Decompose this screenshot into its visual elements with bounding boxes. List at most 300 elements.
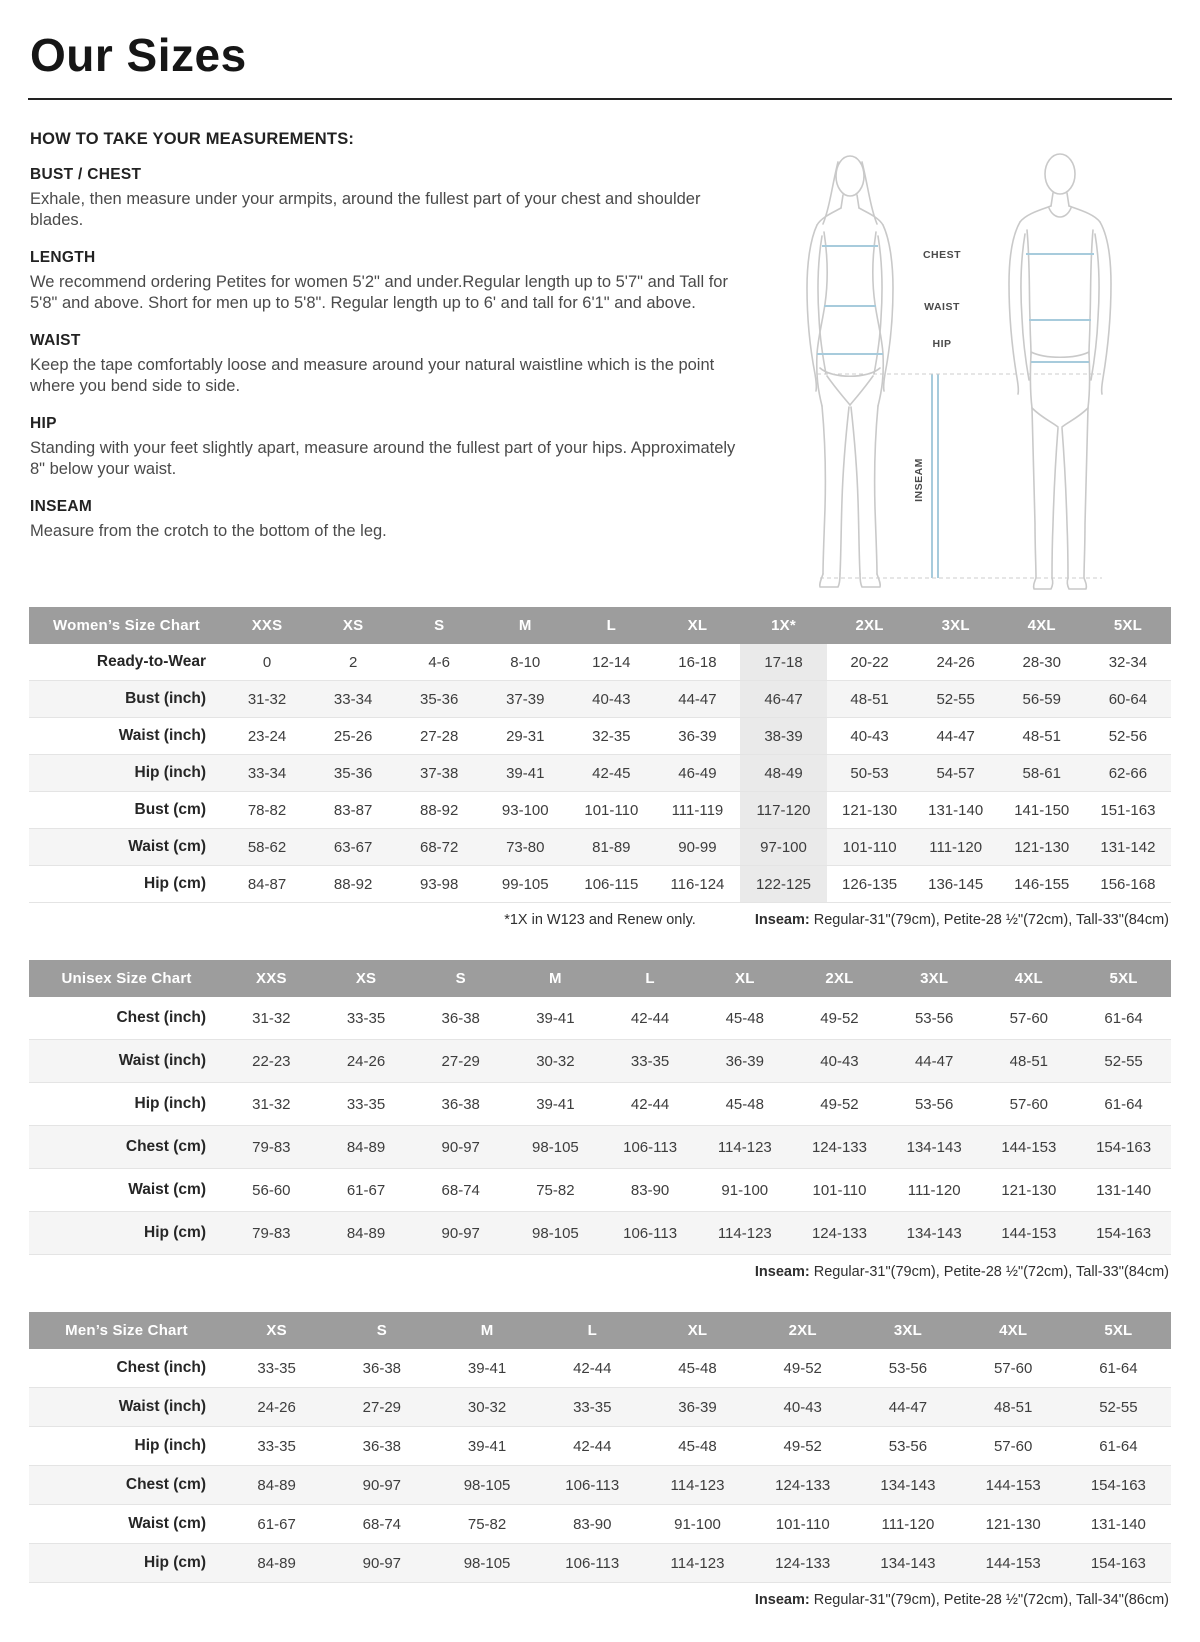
unisex-table-notes <box>29 1264 1171 1284</box>
instruction-title: LENGTH <box>30 248 96 266</box>
size-cell: 121-130 <box>1014 838 1070 856</box>
row-label: Waist (cm) <box>128 838 206 855</box>
size-cell: 154-163 <box>1096 1224 1152 1242</box>
column-header: 3XL <box>913 607 999 644</box>
size-cell: 98-105 <box>532 1138 579 1156</box>
size-cell: 124-133 <box>775 1476 831 1494</box>
waist-diagram-label: WAIST <box>924 301 960 313</box>
size-cell: 27-28 <box>420 727 459 745</box>
size-cell: 98-105 <box>532 1224 579 1242</box>
column-header: 5XL <box>1066 1312 1171 1349</box>
column-header: 4XL <box>999 607 1085 644</box>
size-cell: 154-163 <box>1096 1138 1152 1156</box>
row-label: Bust (cm) <box>134 801 206 818</box>
size-cell: 32-35 <box>592 727 631 745</box>
size-cell: 24-26 <box>346 1052 386 1070</box>
man-figure-illustration <box>1009 154 1111 589</box>
size-cell: 114-123 <box>670 1554 725 1572</box>
size-cell: 68-74 <box>441 1181 480 1199</box>
size-cell: 20-22 <box>850 653 889 671</box>
size-cell: 49-52 <box>783 1437 822 1455</box>
size-cell: 35-36 <box>333 764 373 782</box>
page-title: Our Sizes <box>30 29 247 81</box>
size-cell: 42-44 <box>573 1437 612 1455</box>
size-cell: 53-56 <box>888 1437 928 1455</box>
inseam-footnote-label: Inseam: <box>754 1592 810 1608</box>
table-row <box>29 997 1171 1040</box>
size-cell: 42-44 <box>630 1009 670 1027</box>
size-cell: 91-100 <box>674 1515 721 1533</box>
size-cell: 56-60 <box>252 1181 291 1199</box>
size-cell: 114-123 <box>717 1138 772 1156</box>
size-cell: 90-97 <box>362 1554 402 1572</box>
size-cell: 61-67 <box>257 1515 296 1533</box>
size-cell: 106-113 <box>565 1476 620 1494</box>
measurement-diagram <box>770 128 1150 593</box>
size-cell: 31-32 <box>252 1095 291 1113</box>
size-cell: 45-48 <box>725 1009 764 1027</box>
size-cell: 42-45 <box>592 764 631 782</box>
size-cell: 93-98 <box>420 875 459 893</box>
row-label: Chest (cm) <box>125 1476 206 1493</box>
size-cell: 106-113 <box>623 1138 678 1156</box>
row-label: Waist (inch) <box>118 1398 206 1415</box>
size-cell: 98-105 <box>463 1554 511 1572</box>
table-row <box>29 755 1171 792</box>
size-cell: 121-130 <box>1001 1181 1057 1199</box>
instruction-sections <box>30 166 748 542</box>
table-row <box>29 1388 1171 1427</box>
size-cell: 90-97 <box>441 1224 480 1242</box>
size-cell: 37-38 <box>420 764 459 782</box>
size-cell: 83-87 <box>333 801 373 819</box>
size-cell: 42-44 <box>573 1359 612 1377</box>
row-label: Chest (inch) <box>116 1359 206 1376</box>
column-header: 2XL <box>792 960 887 997</box>
size-cell: 111-120 <box>929 838 983 856</box>
table-row <box>29 1126 1171 1169</box>
row-label: Hip (cm) <box>144 875 206 892</box>
size-cell: 27-29 <box>441 1052 480 1070</box>
row-label: Chest (cm) <box>125 1138 206 1155</box>
size-cell: 144-153 <box>985 1554 1041 1572</box>
size-cell: 101-110 <box>842 838 897 856</box>
size-cell: 44-47 <box>936 727 975 745</box>
men-inseam-footnote <box>755 1592 1169 1608</box>
column-header: XL <box>654 607 740 644</box>
row-label: Waist (cm) <box>128 1515 206 1532</box>
size-cell: 40-43 <box>820 1052 859 1070</box>
table-row <box>29 1505 1171 1544</box>
column-header: XS <box>310 607 396 644</box>
row-label: Waist (inch) <box>118 1052 206 1069</box>
size-cell: 111-120 <box>881 1515 935 1533</box>
size-cell: 146-155 <box>1014 875 1070 893</box>
table-title: Women’s Size Chart <box>29 607 224 644</box>
size-cell: 144-153 <box>985 1476 1041 1494</box>
size-cell: 121-130 <box>842 801 898 819</box>
size-cell: 49-52 <box>820 1095 859 1113</box>
row-label: Hip (inch) <box>134 764 206 781</box>
size-cell: 144-153 <box>1001 1224 1057 1242</box>
size-cell: 45-48 <box>725 1095 764 1113</box>
size-cell: 36-39 <box>678 727 717 745</box>
size-cell: 49-52 <box>783 1359 822 1377</box>
size-cell: 33-35 <box>346 1095 386 1113</box>
size-cell: 151-163 <box>1100 801 1156 819</box>
size-cell: 114-123 <box>717 1224 772 1242</box>
size-cell: 63-67 <box>333 838 373 856</box>
table-header-row <box>29 1312 1171 1349</box>
size-cell: 61-64 <box>1099 1437 1138 1455</box>
size-cell: 58-62 <box>247 838 287 856</box>
table-header-row <box>29 960 1171 997</box>
column-header: 3XL <box>855 1312 960 1349</box>
size-cell: 27-29 <box>362 1398 402 1416</box>
size-cell: 61-64 <box>1099 1359 1138 1377</box>
column-header: 4XL <box>982 960 1077 997</box>
size-cell: 81-89 <box>592 838 631 856</box>
size-cell: 111-119 <box>671 801 724 819</box>
inseam-footnote-text: Regular-31"(79cm), Petite-28 ½"(72cm), Tall-34"(86cm) <box>809 1592 1169 1608</box>
size-cell: 39-41 <box>536 1095 575 1113</box>
size-cell: 53-56 <box>888 1359 928 1377</box>
size-cell: 131-142 <box>1100 838 1156 856</box>
instruction-title: INSEAM <box>30 497 93 515</box>
size-cell: 33-35 <box>257 1437 296 1455</box>
size-cell: 57-60 <box>1009 1009 1049 1027</box>
size-cell: 2 <box>348 653 358 671</box>
size-cell: 36-38 <box>441 1009 480 1027</box>
size-cell: 121-130 <box>985 1515 1041 1533</box>
column-header: 5XL <box>1076 960 1171 997</box>
size-cell: 156-168 <box>1100 875 1156 893</box>
size-cell: 57-60 <box>1009 1095 1049 1113</box>
measurement-lines <box>817 246 1102 578</box>
hip-diagram-label: HIP <box>932 338 952 350</box>
size-cell: 32-34 <box>1108 653 1148 671</box>
size-cell: 33-34 <box>333 690 373 708</box>
size-cell: 31-32 <box>252 1009 291 1027</box>
table-row <box>29 866 1171 903</box>
size-cell: 68-72 <box>420 838 459 856</box>
size-cell: 84-87 <box>247 875 287 893</box>
size-cell: 90-97 <box>441 1138 480 1156</box>
size-cell: 154-163 <box>1090 1476 1146 1494</box>
size-cell: 131-140 <box>1096 1181 1152 1199</box>
instruction-section <box>30 498 748 542</box>
size-cell: 23-24 <box>247 727 287 745</box>
size-cell: 52-55 <box>1104 1052 1143 1070</box>
measurement-instructions-section <box>28 126 1172 593</box>
size-cell: 79-83 <box>252 1138 291 1156</box>
size-cell: 98-105 <box>463 1476 511 1494</box>
size-cell: 88-92 <box>333 875 373 893</box>
size-cell: 57-60 <box>993 1359 1033 1377</box>
instruction-section <box>30 332 748 398</box>
size-cell: 124-133 <box>775 1554 831 1572</box>
size-cell: 39-41 <box>506 764 545 782</box>
size-cell: 12-14 <box>592 653 631 671</box>
size-cell: 56-59 <box>1022 690 1061 708</box>
size-cell: 40-43 <box>592 690 631 708</box>
size-cell: 44-47 <box>914 1052 954 1070</box>
column-header: XXS <box>224 960 319 997</box>
size-cell: 46-49 <box>678 764 717 782</box>
size-cell: 114-123 <box>670 1476 725 1494</box>
size-cell: 84-89 <box>346 1224 386 1242</box>
table-title: Men’s Size Chart <box>29 1312 224 1349</box>
size-cell: 131-140 <box>1090 1515 1146 1533</box>
size-cell: 45-48 <box>678 1437 717 1455</box>
size-cell: 28-30 <box>1022 653 1061 671</box>
size-cell: 49-52 <box>820 1009 859 1027</box>
size-cell: 36-38 <box>362 1359 402 1377</box>
instruction-title: HIP <box>30 414 57 432</box>
inseam-footnote-label: Inseam: <box>754 1264 810 1280</box>
size-cell: 30-32 <box>536 1052 575 1070</box>
women-size-chart-section <box>28 607 1172 932</box>
size-cell: 126-135 <box>842 875 898 893</box>
column-header: 2XL <box>750 1312 855 1349</box>
row-label: Chest (inch) <box>116 1009 206 1026</box>
size-cell: 52-55 <box>936 690 975 708</box>
table-row <box>29 1212 1171 1255</box>
size-cell: 16-18 <box>678 653 717 671</box>
size-cell: 24-26 <box>257 1398 296 1416</box>
unisex-size-chart-section <box>28 960 1172 1284</box>
size-cell: 53-56 <box>914 1095 954 1113</box>
unisex-inseam-footnote <box>755 1264 1169 1280</box>
size-cell: 36-38 <box>362 1437 402 1455</box>
size-cell: 84-89 <box>257 1554 296 1572</box>
size-cell: 122-125 <box>740 866 826 903</box>
row-label: Hip (cm) <box>144 1224 206 1241</box>
column-header: M <box>508 960 603 997</box>
table-title: Unisex Size Chart <box>29 960 224 997</box>
size-cell: 97-100 <box>740 829 826 866</box>
table-row <box>29 1544 1171 1583</box>
row-label: Hip (inch) <box>134 1095 206 1112</box>
chest-diagram-label: CHEST <box>922 249 962 261</box>
size-cell: 54-57 <box>936 764 975 782</box>
instruction-body: We recommend ordering Petites for women 5'2" and under.Regular length up to 5'7" and Tall for 5'8" and above. Short for men up to 5'8". Regular length up to 6' and tall for 6'1" and above. <box>30 272 728 313</box>
inseam-footnote-text: Regular-31"(79cm), Petite-28 ½"(72cm), Tall-33"(84cm) <box>809 912 1169 928</box>
women-size-table <box>29 607 1171 903</box>
size-cell: 48-49 <box>740 755 826 792</box>
instructions-heading: HOW TO TAKE YOUR MEASUREMENTS: <box>30 130 355 148</box>
size-cell: 38-39 <box>740 718 826 755</box>
table-row <box>29 1349 1171 1388</box>
column-header: M <box>482 607 568 644</box>
women-table-notes <box>29 912 1171 932</box>
column-header: S <box>413 960 508 997</box>
size-cell: 48-51 <box>1022 727 1061 745</box>
size-cell: 78-82 <box>247 801 287 819</box>
size-cell: 61-64 <box>1104 1095 1143 1113</box>
column-header: 5XL <box>1085 607 1171 644</box>
size-cell: 83-90 <box>573 1515 612 1533</box>
size-cell: 117-120 <box>740 792 826 829</box>
table-row <box>29 1427 1171 1466</box>
row-label: Waist (inch) <box>118 727 206 744</box>
size-cell: 61-64 <box>1104 1009 1143 1027</box>
size-cell: 40-43 <box>850 727 889 745</box>
column-header: S <box>329 1312 434 1349</box>
woman-figure-illustration <box>807 156 893 587</box>
column-header: 1X* <box>740 607 826 644</box>
size-cell: 106-115 <box>584 875 639 893</box>
row-label: Waist (cm) <box>128 1181 206 1198</box>
table-row <box>29 718 1171 755</box>
table-row <box>29 1083 1171 1126</box>
size-cell: 73-80 <box>506 838 545 856</box>
table-row <box>29 1169 1171 1212</box>
size-cell: 91-100 <box>721 1181 769 1199</box>
men-size-table <box>29 1312 1171 1583</box>
size-cell: 68-74 <box>362 1515 402 1533</box>
column-header: XS <box>224 1312 329 1349</box>
instruction-body: Keep the tape comfortably loose and measure around your natural waistline which is the point where you bend side to side. <box>30 355 715 396</box>
size-cell: 136-145 <box>928 875 984 893</box>
size-cell: 35-36 <box>420 690 459 708</box>
inseam-footnote-text: Regular-31"(79cm), Petite-28 ½"(72cm), Tall-33"(84cm) <box>809 1264 1169 1280</box>
column-header: XL <box>697 960 792 997</box>
size-cell: 39-41 <box>467 1437 507 1455</box>
size-cell: 52-55 <box>1099 1398 1138 1416</box>
size-cell: 62-66 <box>1108 764 1148 782</box>
size-cell: 33-35 <box>257 1359 296 1377</box>
size-cell: 61-67 <box>346 1181 386 1199</box>
size-cell: 40-43 <box>783 1398 822 1416</box>
size-cell: 134-143 <box>906 1138 962 1156</box>
row-label: Hip (cm) <box>144 1554 206 1571</box>
table-row <box>29 681 1171 718</box>
instruction-title: BUST / CHEST <box>30 166 142 183</box>
size-cell: 106-113 <box>565 1554 620 1572</box>
body-diagram-container <box>748 126 1172 593</box>
instruction-body: Measure from the crotch to the bottom of the leg. <box>30 521 387 540</box>
table-row <box>29 829 1171 866</box>
size-cell: 33-35 <box>630 1052 670 1070</box>
instruction-section <box>30 415 748 481</box>
instruction-body: Exhale, then measure under your armpits, around the fullest part of your chest and shoulder blades. <box>30 190 701 230</box>
size-cell: 52-56 <box>1108 727 1148 745</box>
size-cell: 48-51 <box>1009 1052 1049 1070</box>
instruction-section <box>30 166 748 232</box>
size-cell: 33-35 <box>573 1398 612 1416</box>
size-cell: 154-163 <box>1090 1554 1146 1572</box>
men-size-chart-section <box>28 1312 1172 1612</box>
size-cell: 45-48 <box>678 1359 717 1377</box>
size-cell: 39-41 <box>536 1009 575 1027</box>
size-cell: 124-133 <box>811 1224 867 1242</box>
size-cell: 79-83 <box>252 1224 291 1242</box>
size-cell: 36-38 <box>441 1095 480 1113</box>
size-cell: 36-39 <box>725 1052 764 1070</box>
column-header: M <box>434 1312 539 1349</box>
size-cell: 42-44 <box>630 1095 670 1113</box>
size-cell: 88-92 <box>420 801 459 819</box>
size-cell: 111-120 <box>907 1181 961 1199</box>
instruction-section <box>30 249 748 315</box>
unisex-size-table <box>29 960 1171 1255</box>
size-cell: 48-51 <box>993 1398 1033 1416</box>
column-header: XL <box>645 1312 750 1349</box>
title-divider <box>28 98 1172 100</box>
size-cell: 17-18 <box>740 644 826 681</box>
size-cell: 134-143 <box>880 1476 936 1494</box>
size-cell: 46-47 <box>740 681 826 718</box>
size-cell: 84-89 <box>257 1476 296 1494</box>
size-cell: 101-110 <box>584 801 639 819</box>
women-1x-footnote: *1X in W123 and Renew only. <box>504 912 696 928</box>
size-cell: 44-47 <box>888 1398 928 1416</box>
instructions-copy <box>28 126 748 593</box>
size-cell: 57-60 <box>993 1437 1033 1455</box>
column-header: L <box>540 1312 645 1349</box>
size-cell: 33-34 <box>247 764 287 782</box>
size-cell: 29-31 <box>506 727 545 745</box>
size-cell: 60-64 <box>1108 690 1148 708</box>
size-cell: 124-133 <box>811 1138 867 1156</box>
row-label: Ready-to-Wear <box>96 653 206 670</box>
size-cell: 25-26 <box>333 727 373 745</box>
women-inseam-footnote <box>755 912 1169 928</box>
size-cell: 58-61 <box>1022 764 1061 782</box>
size-cell: 141-150 <box>1014 801 1070 819</box>
column-header: XS <box>319 960 414 997</box>
row-label: Bust (inch) <box>125 690 206 707</box>
table-row <box>29 644 1171 681</box>
table-row <box>29 1040 1171 1083</box>
size-cell: 131-140 <box>928 801 984 819</box>
table-row <box>29 1466 1171 1505</box>
column-header: 2XL <box>827 607 913 644</box>
size-cell: 90-99 <box>678 838 717 856</box>
size-cell: 22-23 <box>252 1052 291 1070</box>
size-cell: 99-105 <box>501 875 549 893</box>
size-cell: 39-41 <box>467 1359 507 1377</box>
instruction-body: Standing with your feet slightly apart, measure around the fullest part of your hips. Approximately 8" below your waist. <box>30 438 736 479</box>
size-cell: 33-35 <box>346 1009 386 1027</box>
size-cell: 30-32 <box>467 1398 507 1416</box>
size-cell: 24-26 <box>936 653 975 671</box>
size-cell: 101-110 <box>775 1515 830 1533</box>
size-cell: 37-39 <box>506 690 545 708</box>
size-cell: 44-47 <box>678 690 717 708</box>
inseam-diagram-label: INSEAM <box>913 458 925 502</box>
size-cell: 84-89 <box>346 1138 386 1156</box>
size-cell: 53-56 <box>914 1009 954 1027</box>
inseam-footnote-label: Inseam: <box>754 912 810 928</box>
size-cell: 48-51 <box>850 690 889 708</box>
column-header: 3XL <box>887 960 982 997</box>
size-cell: 101-110 <box>812 1181 867 1199</box>
size-cell: 90-97 <box>362 1476 402 1494</box>
column-header: 4XL <box>961 1312 1066 1349</box>
size-cell: 36-39 <box>678 1398 717 1416</box>
size-cell: 93-100 <box>501 801 549 819</box>
size-cell: 144-153 <box>1001 1138 1057 1156</box>
size-cell: 31-32 <box>247 690 287 708</box>
row-label: Hip (inch) <box>134 1437 206 1454</box>
column-header: L <box>603 960 698 997</box>
size-cell: 106-113 <box>623 1224 678 1242</box>
size-cell: 75-82 <box>536 1181 575 1199</box>
table-header-row <box>29 607 1171 644</box>
size-cell: 4-6 <box>428 653 451 671</box>
